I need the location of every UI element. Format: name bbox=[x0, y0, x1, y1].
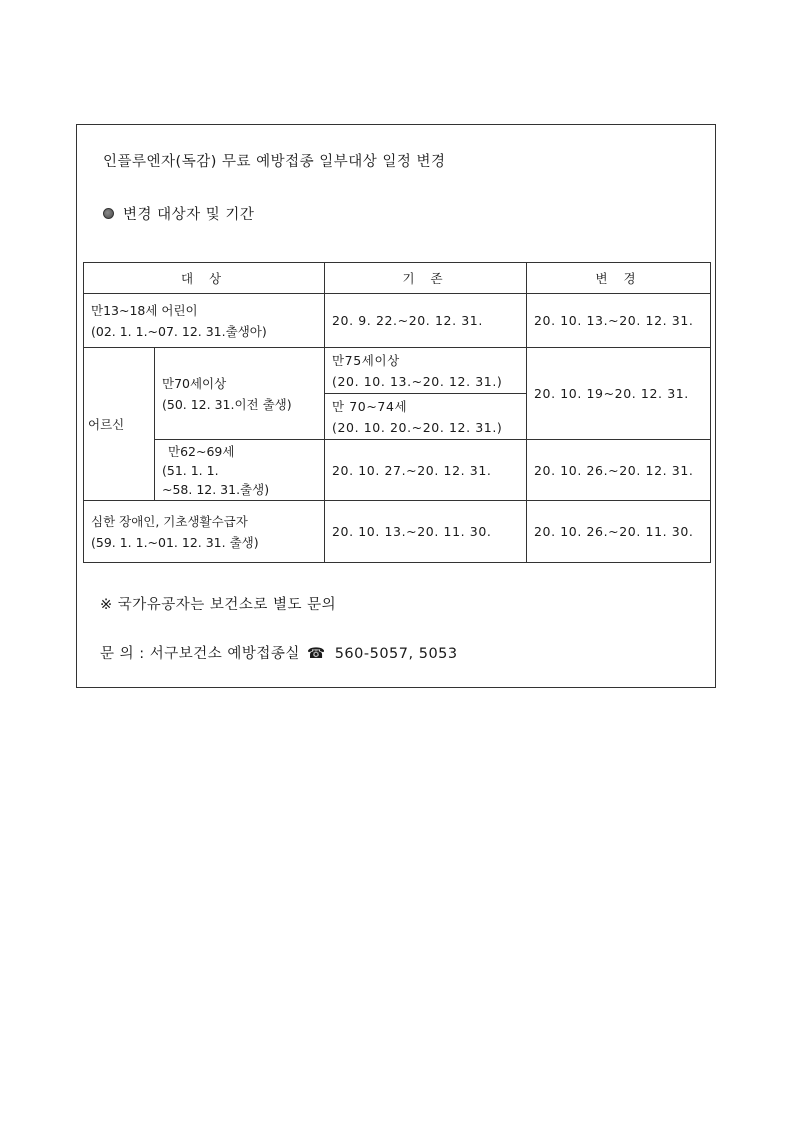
age70-74-existing-line1: 만 70~74세 bbox=[332, 398, 408, 414]
age62-69-target-line2: (51. 1. 1. bbox=[162, 462, 219, 478]
phone-icon: ☎ bbox=[307, 646, 326, 662]
over75-existing bbox=[325, 348, 527, 394]
page-title: 인플루엔자(독감) 무료 예방접종 일부대상 일정 변경 bbox=[103, 154, 446, 170]
schedule-table bbox=[83, 262, 711, 563]
disabled-existing: 20. 10. 13.~20. 11. 30. bbox=[325, 501, 527, 563]
over70-target bbox=[155, 348, 325, 440]
table-row-62-69 bbox=[84, 440, 711, 501]
age62-69-changed: 20. 10. 26.~20. 12. 31. bbox=[527, 440, 711, 501]
children-existing: 20. 9. 22.~20. 12. 31. bbox=[325, 294, 527, 348]
table-row-over75 bbox=[84, 348, 711, 394]
veterans-note: ※ 국가유공자는 보건소로 별도 문의 bbox=[100, 597, 337, 613]
disabled-target bbox=[84, 501, 325, 563]
contact-phone: 560-5057, 5053 bbox=[334, 646, 458, 662]
header-changed: 변 경 bbox=[527, 263, 711, 294]
children-target-line2: (02. 1. 1.~07. 12. 31.출생아) bbox=[91, 323, 267, 339]
over75-existing-line2: (20. 10. 13.~20. 12. 31.) bbox=[332, 373, 503, 389]
children-target-line1: 만13~18세 어린이 bbox=[91, 302, 198, 318]
elderly-group-label: 어르신 bbox=[84, 348, 155, 501]
section-heading-text: 변경 대상자 및 기간 bbox=[123, 207, 255, 223]
contact-line bbox=[100, 642, 458, 663]
age62-69-target bbox=[155, 440, 325, 501]
section-heading bbox=[103, 203, 254, 224]
age62-69-target-line1: 만62~69세 bbox=[168, 443, 235, 459]
contact-label: 문 의 : 서구보건소 예방접종실 bbox=[100, 646, 300, 662]
over70-target-line2: (50. 12. 31.이전 출생) bbox=[162, 396, 292, 412]
table-row-children bbox=[84, 294, 711, 348]
age70-74-existing bbox=[325, 394, 527, 440]
bullet-icon bbox=[103, 208, 114, 219]
over70-target-line1: 만70세이상 bbox=[162, 375, 227, 391]
age62-69-target-line3: ~58. 12. 31.출생) bbox=[162, 481, 270, 497]
table-row-disabled bbox=[84, 501, 711, 563]
header-target: 대 상 bbox=[84, 263, 325, 294]
disabled-target-line1: 심한 장애인, 기초생활수급자 bbox=[91, 513, 248, 529]
age62-69-existing: 20. 10. 27.~20. 12. 31. bbox=[325, 440, 527, 501]
table-header-row bbox=[84, 263, 711, 294]
age70-74-existing-line2: (20. 10. 20.~20. 12. 31.) bbox=[332, 419, 503, 435]
children-changed: 20. 10. 13.~20. 12. 31. bbox=[527, 294, 711, 348]
children-target bbox=[84, 294, 325, 348]
over70-changed: 20. 10. 19~20. 12. 31. bbox=[527, 348, 711, 440]
header-existing: 기 존 bbox=[325, 263, 527, 294]
disabled-changed: 20. 10. 26.~20. 11. 30. bbox=[527, 501, 711, 563]
over75-existing-line1: 만75세이상 bbox=[332, 352, 400, 368]
disabled-target-line2: (59. 1. 1.~01. 12. 31. 출생) bbox=[91, 534, 259, 550]
